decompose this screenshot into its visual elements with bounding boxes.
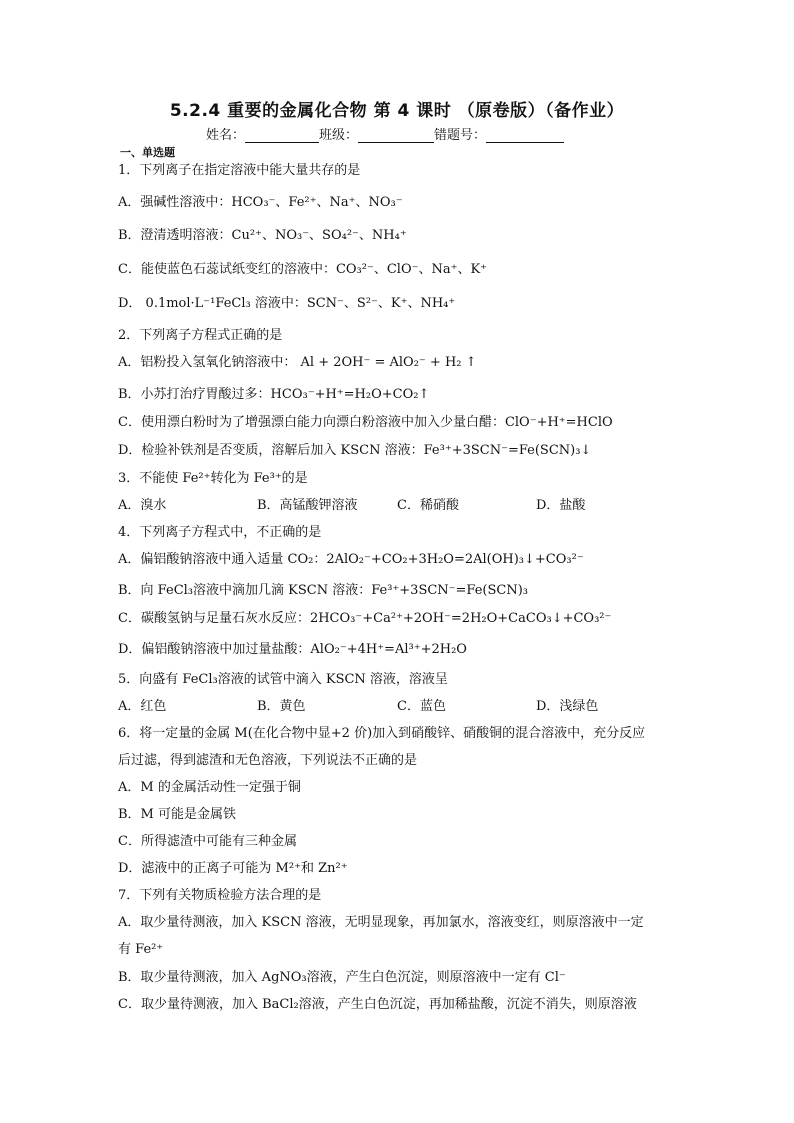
answer-option: D．浅绿色 [536, 699, 599, 714]
name-label: 姓名： [206, 128, 246, 143]
answer-option: C．碳酸氢钠与足量石灰水反应：2HCO₃⁻+Ca²⁺+2OH⁻=2H₂O+CaCO₃↓+CO₃²⁻ [118, 611, 612, 626]
question-stem: 5．向盛有 FeCl₃溶液的试管中滴入 KSCN 溶液，溶液呈 [118, 672, 448, 687]
answer-option: D． 0.1mol·L⁻¹FeCl₃ 溶液中：SCN⁻、S²⁻、K⁺、NH₄⁺ [118, 296, 456, 311]
answer-option: A．红色 [118, 699, 167, 714]
answer-option: B．M 可能是金属铁 [118, 807, 236, 822]
class-label: 班级： [319, 128, 359, 143]
answer-option: A．取少量待测液，加入 KSCN 溶液，无明显现象，再加氯水，溶液变红，则原溶液中一定 [118, 915, 644, 930]
question-stem: 3．不能使 Fe²⁺转化为 Fe³⁺的是 [118, 471, 308, 486]
answer-option: B．向 FeCl₃溶液中滴加几滴 KSCN 溶液：Fe³⁺+3SCN⁻=Fe(SCN)₃ [118, 583, 529, 598]
answer-option: C．所得滤渣中可能有三种金属 [118, 834, 297, 849]
question-stem: 2．下列离子方程式正确的是 [118, 328, 283, 343]
wrong-blank [486, 129, 564, 143]
student-info-line [206, 124, 564, 143]
answer-option: C．稀硝酸 [397, 498, 459, 513]
wrong-label: 错题号： [434, 128, 487, 143]
q5-options-row [118, 695, 598, 714]
section-heading: 一、单选题 [120, 146, 175, 159]
answer-option: A．铝粉投入氢氧化钠溶液中： Al + 2OH⁻ = AlO₂⁻ + H₂ ↑ [118, 355, 477, 370]
name-blank [245, 129, 319, 143]
answer-option: C．使用漂白粉时为了增强漂白能力向漂白粉溶液中加入少量白醋：ClO⁻+H⁺=HClO [118, 415, 613, 430]
answer-option: A．偏铝酸钠溶液中通入适量 CO₂：2AlO₂⁻+CO₂+3H₂O=2Al(OH)₃↓+CO₃²⁻ [118, 552, 584, 567]
answer-option: D．滤液中的正离子可能为 M²⁺和 Zn²⁺ [118, 861, 348, 876]
answer-option: A．强碱性溶液中：HCO₃⁻、Fe²⁺、Na⁺、NO₃⁻ [118, 195, 403, 210]
q3-options-row [118, 494, 585, 513]
question-stem: 7．下列有关物质检验方法合理的是 [118, 888, 322, 903]
answer-option: B．高锰酸钾溶液 [257, 498, 358, 513]
answer-option: D．偏铝酸钠溶液中加过量盐酸：AlO₂⁻+4H⁺=Al³⁺+2H₂O [118, 642, 467, 657]
answer-option: 有 Fe²⁺ [118, 942, 164, 957]
question-stem: 1．下列离子在指定溶液中能大量共存的是 [118, 163, 361, 178]
answer-option: B．取少量待测液，加入 AgNO₃溶液，产生白色沉淀，则原溶液中一定有 Cl⁻ [118, 970, 566, 985]
answer-option: B．黄色 [257, 699, 306, 714]
question-stem: 4．下列离子方程式中，不正确的是 [118, 525, 322, 540]
page-title: 5.2.4 重要的金属化合物 第 4 课时 （原卷版）（备作业） [169, 101, 625, 121]
answer-option: C．能使蓝色石蕊试纸变红的溶液中：CO₃²⁻、ClO⁻、Na⁺、K⁺ [118, 262, 488, 277]
class-blank [358, 129, 434, 143]
question-stem: 6．将一定量的金属 M(在化合物中显+2 价)加入到硝酸锌、硝酸铜的混合溶液中，充分反应 [118, 726, 646, 741]
answer-option: B．小苏打治疗胃酸过多：HCO₃⁻+H⁺=H₂O+CO₂↑ [118, 387, 430, 402]
answer-option: D．盐酸 [536, 498, 586, 513]
question-stem: 后过滤，得到滤渣和无色溶液，下列说法不正确的是 [118, 753, 418, 768]
answer-option: C．蓝色 [397, 699, 446, 714]
answer-option: D．检验补铁剂是否变质，溶解后加入 KSCN 溶液：Fe³⁺+3SCN⁻=Fe(SCN)₃↓ [118, 443, 592, 458]
answer-option: A．溴水 [118, 498, 167, 513]
answer-option: B．澄清透明溶液：Cu²⁺、NO₃⁻、SO₄²⁻、NH₄⁺ [118, 228, 407, 243]
answer-option: C．取少量待测液，加入 BaCl₂溶液，产生白色沉淀，再加稀盐酸，沉淀不消失，则原溶液 [118, 997, 637, 1012]
answer-option: A．M 的金属活动性一定强于铜 [118, 780, 301, 795]
